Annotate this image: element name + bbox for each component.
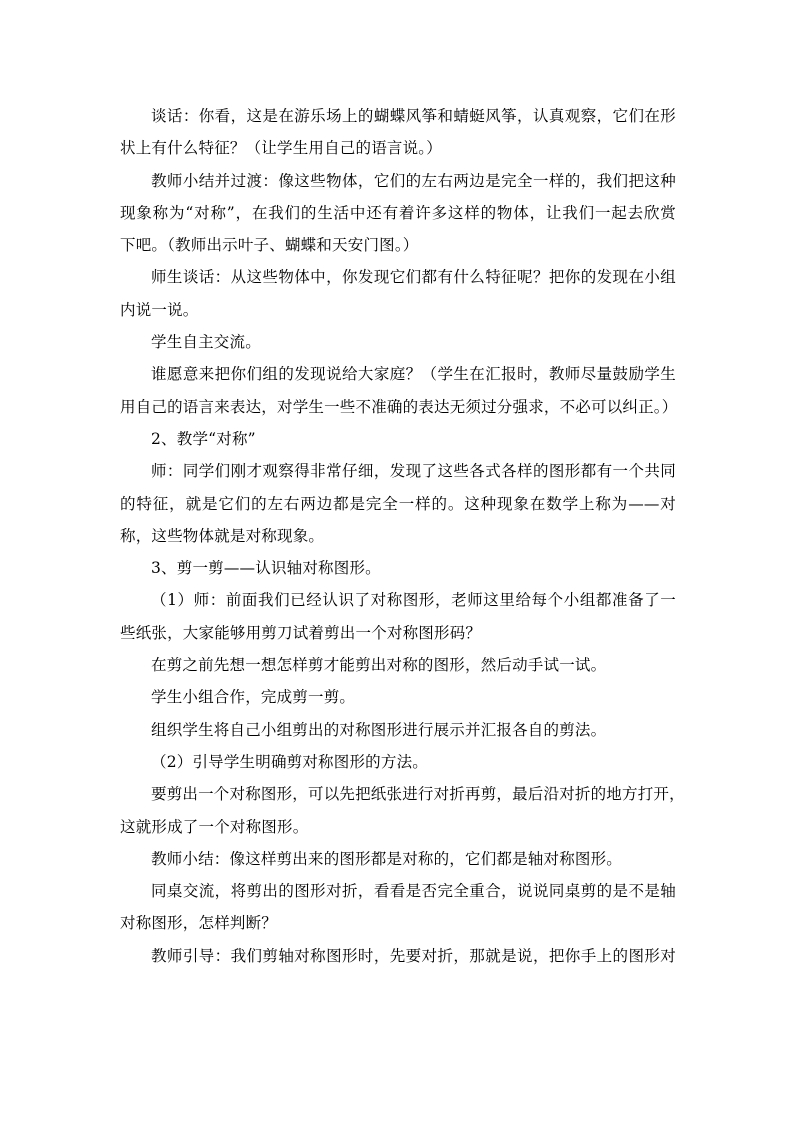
paragraph-line: 状上有什么特征？（让学生用自己的语言说。） bbox=[120, 139, 442, 158]
paragraph-p5 bbox=[120, 358, 676, 423]
paragraph-line: 组织学生将自己小组剪出的对称图形进行展示并汇报各自的剪法。 bbox=[151, 720, 607, 739]
paragraph-line: 教师引导：我们剪轴对称图形时，先要对折，那就是说，把你手上的图形对 bbox=[151, 946, 676, 965]
paragraph-p2 bbox=[120, 165, 676, 262]
paragraph-line: 这就形成了一个对称图形。 bbox=[120, 817, 309, 836]
paragraph-line: 要剪出一个对称图形，可以先把纸张进行对折再剪，最后沿对折的地方打开， bbox=[151, 785, 685, 804]
paragraph-line: 谈话：你看，这是在游乐场上的蝴蝶风筝和蜻蜓风筝，认真观察，它们在形 bbox=[151, 107, 676, 125]
paragraph-line: 教师小结：像这样剪出来的图形都是对称的，它们都是轴对称图形。 bbox=[151, 849, 623, 868]
paragraph-line: （1）师：前面我们已经认识了对称图形，老师这里给每个小组都准备了一 bbox=[151, 591, 676, 610]
paragraph-p1 bbox=[120, 100, 676, 165]
paragraph-p4 bbox=[120, 326, 676, 358]
paragraph-p12 bbox=[120, 714, 676, 746]
paragraph-p13 bbox=[120, 746, 676, 778]
paragraph-line: 内说一说。 bbox=[120, 300, 199, 319]
paragraph-line: 2、教学“对称” bbox=[151, 429, 256, 448]
paragraph-line: 教师小结并过渡：像这些物体，它们的左右两边是完全一样的，我们把这种 bbox=[151, 171, 676, 190]
paragraph-line: 同桌交流，将剪出的图形对折，看看是否完全重合，说说同桌剪的是不是轴 bbox=[151, 882, 676, 901]
paragraph-line: 师生谈话：从这些物体中，你发现它们都有什么特征呢？把你的发现在小组 bbox=[151, 268, 676, 287]
paragraph-line: 现象称为“对称”，在我们的生活中还有着许多这样的物体，让我们一起去欣赏 bbox=[120, 203, 676, 222]
paragraph-line: 用自己的语言来表达，对学生一些不准确的表达无须过分强求，不必可以纠正。） bbox=[120, 397, 678, 416]
paragraph-p8 bbox=[120, 552, 676, 584]
paragraph-line: 谁愿意来把你们组的发现说给大家庭？（学生在汇报时，教师尽量鼓励学生 bbox=[151, 365, 676, 384]
paragraph-line: 称，这些物体就是对称现象。 bbox=[120, 526, 325, 545]
paragraph-p3 bbox=[120, 261, 676, 326]
paragraph-p9 bbox=[120, 584, 676, 649]
paragraph-p11 bbox=[120, 681, 676, 713]
paragraph-line: 师：同学们刚才观察得非常仔细，发现了这些各式各样的图形都有一个共同 bbox=[151, 462, 676, 481]
paragraph-p17 bbox=[120, 940, 676, 972]
paragraph-p10 bbox=[120, 649, 676, 681]
paragraph-p7 bbox=[120, 455, 676, 552]
document-body bbox=[120, 100, 685, 972]
paragraph-line: 些纸张，大家能够用剪刀试着剪出一个对称图形码？ bbox=[120, 623, 482, 642]
paragraph-line: 对称图形，怎样判断？ bbox=[120, 914, 278, 933]
paragraph-line: 学生自主交流。 bbox=[151, 333, 261, 352]
paragraph-line: 下吧。（教师出示叶子、蝴蝶和天安门图。） bbox=[120, 236, 419, 255]
paragraph-p6 bbox=[120, 423, 676, 455]
paragraph-line: 学生小组合作，完成剪一剪。 bbox=[151, 688, 356, 707]
paragraph-line: 3、剪一剪——认识轴对称图形。 bbox=[151, 559, 381, 578]
paragraph-line: 的特征，就是它们的左右两边都是完全一样的。这种现象在数学上称为——对 bbox=[120, 494, 676, 513]
paragraph-p16 bbox=[120, 875, 676, 940]
paragraph-line: 在剪之前先想一想怎样剪才能剪出对称的图形，然后动手试一试。 bbox=[151, 656, 607, 675]
paragraph-line: （2）引导学生明确剪对称图形的方法。 bbox=[151, 752, 428, 771]
paragraph-p14 bbox=[120, 778, 685, 843]
paragraph-p15 bbox=[120, 843, 676, 875]
